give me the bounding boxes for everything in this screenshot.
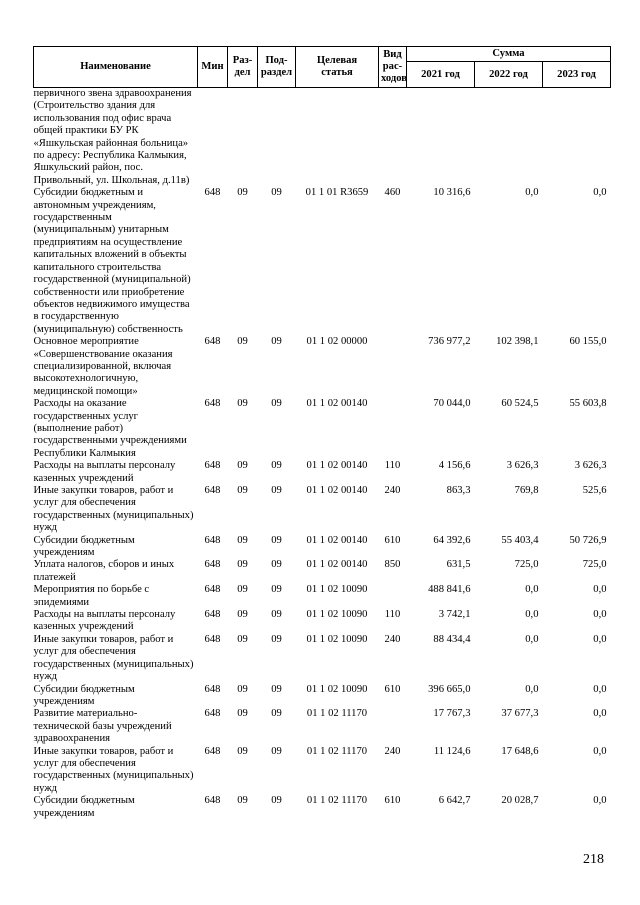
row-vid [379,584,407,609]
row-2021: 64 392,6 [433,534,471,546]
row-2021: 11 124,6 [433,745,471,757]
row-min: 648 [204,633,221,645]
row-2022 [475,88,543,188]
header-2023: 2023 год [543,62,611,88]
row-podrazdel: 09 [271,795,282,807]
row-2023: 0,0 [593,584,607,596]
row-name: Иные закупки товаров, работ и услуг для обеспечения государственных (муниципальных) нужд [33,485,194,534]
row-razdel: 09 [237,633,248,645]
row-vid [379,398,407,460]
row-podrazdel: 09 [271,745,282,757]
header-name: Наименование [34,47,198,88]
row-name: Уплата налогов, сборов и иных платежей [33,559,175,583]
row-razdel: 09 [237,708,248,720]
row-podrazdel: 09 [271,609,282,621]
row-razdel: 09 [237,187,248,199]
row-razdel: 09 [237,336,248,348]
row-2021: 10 316,6 [433,187,471,199]
row-2022: 0,0 [525,633,539,645]
table-row [34,535,611,560]
row-2023: 0,0 [593,683,607,695]
header-podrazdel: Под- раздел [258,47,296,88]
row-name: Субсидии бюджетным и автономным учреждениям, государственным (муниципальным) унитарным предприятиям на осуществление капитальных вложений в объекты капитального строительства государственной (муниципальной) собственности или приобретение объектов недвижимого имущества в государственную (муниципальную) собственность [33,187,191,335]
row-2023: 0,0 [593,708,607,720]
budget-table [33,46,611,820]
table-row [34,88,611,188]
row-2021: 88 434,4 [433,633,471,645]
row-vid [379,336,407,398]
row-2021: 4 156,6 [438,460,471,472]
header-summa: Сумма [407,47,611,62]
table-row [34,559,611,584]
row-name: Иные закупки товаров, работ и услуг для обеспечения государственных (муниципальных) нужд [33,745,194,794]
table-row [34,584,611,609]
row-2023: 0,0 [593,795,607,807]
row-vid: 610 [384,683,401,695]
row-vid: 240 [384,633,401,645]
row-vid [379,708,407,745]
table-row [34,460,611,485]
row-statya: 01 1 02 11170 [306,708,368,720]
row-podrazdel: 09 [271,708,282,720]
row-razdel: 09 [237,584,248,596]
row-name: Мероприятия по борьбе с эпидемиями [33,584,150,608]
row-statya: 01 1 02 00140 [306,485,368,496]
row-2022: 55 403,4 [501,534,539,546]
row-name: Иные закупки товаров, работ и услуг для обеспечения государственных (муниципальных) нужд [33,633,194,683]
row-name: Расходы на оказание государственных услуг (выполнение работ) государственными учреждениями Республики Калмыкия [33,398,187,459]
row-2022: 0,0 [525,609,539,621]
table-row [34,485,611,535]
row-statya: 01 1 02 10090 [306,683,368,695]
row-podrazdel: 09 [271,336,282,348]
row-2022: 769,8 [514,485,539,496]
row-min: 648 [204,609,221,621]
row-statya: 01 1 02 10090 [306,609,368,621]
row-name: Расходы на выплаты персоналу казенных учреждений [33,609,176,633]
row-statya: 01 1 02 00140 [306,460,368,472]
row-2023: 0,0 [593,745,607,757]
row-podrazdel: 09 [271,187,282,199]
header-2022: 2022 год [475,62,543,88]
row-min: 648 [204,559,221,571]
row-2021: 488 841,6 [428,584,471,596]
row-2021: 396 665,0 [428,683,471,695]
row-statya: 01 1 02 11170 [306,795,368,807]
row-name: первичного звена здравоохранения (Строительство здания для использования под офис врача общей практики БУ РК «Яшкульская районная больница» по адресу: Республика Калмыкия, Яшкульский район, пос. Привольный, ул. Школьная, д.11в) [33,88,192,186]
row-podrazdel: 09 [271,398,282,410]
row-podrazdel: 09 [271,584,282,596]
row-razdel [228,88,258,188]
row-vid: 240 [384,485,401,496]
row-name: Развитие материально-технической базы учреждений здравоохранения [33,708,172,745]
row-2023: 725,0 [582,559,607,571]
row-2021 [407,88,475,188]
row-min: 648 [204,683,221,695]
row-podrazdel: 09 [271,485,282,496]
header-min: Мин [198,47,228,88]
row-statya: 01 1 02 11170 [306,745,368,757]
row-2022: 3 626,3 [506,460,539,472]
row-min: 648 [204,398,221,410]
row-vid: 610 [384,795,401,807]
row-statya: 01 1 02 00140 [306,398,368,410]
row-name: Расходы на выплаты персоналу казенных учреждений [33,460,176,484]
row-razdel: 09 [237,559,248,571]
row-razdel: 09 [237,745,248,757]
row-vid: 610 [384,534,401,546]
row-razdel: 09 [237,460,248,472]
row-razdel: 09 [237,683,248,695]
row-2022: 20 028,7 [501,795,539,807]
row-2023: 60 155,0 [569,336,607,348]
table-row [34,634,611,684]
table-header [34,47,611,88]
table-row [34,187,611,336]
row-podrazdel: 09 [271,633,282,645]
row-2022: 102 398,1 [496,336,539,348]
row-statya: 01 1 01 R3659 [305,187,369,199]
row-min: 648 [204,534,221,546]
page-number: 218 [583,852,604,867]
row-statya: 01 1 02 00140 [306,559,368,571]
table-row [34,398,611,460]
row-2022: 37 677,3 [501,708,539,720]
row-2023 [543,88,611,188]
row-podrazdel: 09 [271,559,282,571]
row-2021: 3 742,1 [438,609,471,621]
header-razdel: Раз- дел [228,47,258,88]
row-name: Субсидии бюджетным учреждениям [33,534,135,559]
table-row [34,746,611,796]
row-razdel: 09 [237,534,248,546]
row-2023: 0,0 [593,187,607,199]
row-2023: 3 626,3 [574,460,607,472]
row-statya [296,88,379,188]
row-2021: 6 642,7 [438,795,471,807]
row-2023: 0,0 [593,609,607,621]
row-2023: 525,6 [582,485,607,496]
row-razdel: 09 [237,795,248,807]
row-2021: 863,3 [446,485,471,496]
row-vid: 110 [384,609,401,621]
row-razdel: 09 [237,485,248,496]
row-2023: 55 603,8 [569,398,607,410]
row-min: 648 [204,336,221,348]
row-2023: 50 726,9 [569,534,607,546]
row-podrazdel: 09 [271,683,282,695]
row-statya: 01 1 02 10090 [306,633,368,645]
row-min: 648 [204,795,221,807]
row-2022: 0,0 [525,584,539,596]
row-2023: 0,0 [593,633,607,645]
row-min: 648 [204,485,221,496]
row-2021: 736 977,2 [428,336,471,348]
row-vid: 110 [384,460,401,472]
row-podrazdel: 09 [271,534,282,546]
row-2022: 60 524,5 [501,398,539,410]
row-min: 648 [204,584,221,596]
row-podrazdel [258,88,296,188]
row-vid: 460 [384,187,401,199]
row-2021: 17 767,3 [433,708,471,720]
header-vid: Вид рас- ходов [379,47,407,88]
row-name: Субсидии бюджетным учреждениям [33,795,135,819]
row-razdel: 09 [237,609,248,621]
table-row [34,795,611,820]
header-2021: 2021 год [407,62,475,88]
row-2021: 70 044,0 [433,398,471,410]
row-min: 648 [204,460,221,472]
row-2022: 725,0 [514,559,539,571]
row-2022: 17 648,6 [501,745,539,757]
row-min: 648 [204,745,221,757]
header-statya: Целевая статья [296,47,379,88]
row-min: 648 [204,708,221,720]
budget-table-page [33,46,610,820]
row-2021: 631,5 [446,559,471,571]
table-row [34,708,611,745]
table-row [34,609,611,634]
row-vid: 850 [384,559,401,571]
row-statya: 01 1 02 00000 [306,336,368,348]
row-statya: 01 1 02 00140 [306,534,368,546]
row-min [198,88,228,188]
row-vid [379,88,407,188]
row-podrazdel: 09 [271,460,282,472]
row-min: 648 [204,187,221,199]
table-body [34,88,611,820]
row-statya: 01 1 02 10090 [306,584,368,596]
table-row [34,336,611,398]
row-razdel: 09 [237,398,248,410]
row-name: Основное мероприятие «Совершенствование оказания специализированной, включая высокотехнологичную, медицинской помощи» [33,336,173,397]
row-2022: 0,0 [525,683,539,695]
row-vid: 240 [384,745,401,757]
row-2022: 0,0 [525,187,539,199]
row-name: Субсидии бюджетным учреждениям [33,683,135,707]
table-row [34,684,611,709]
